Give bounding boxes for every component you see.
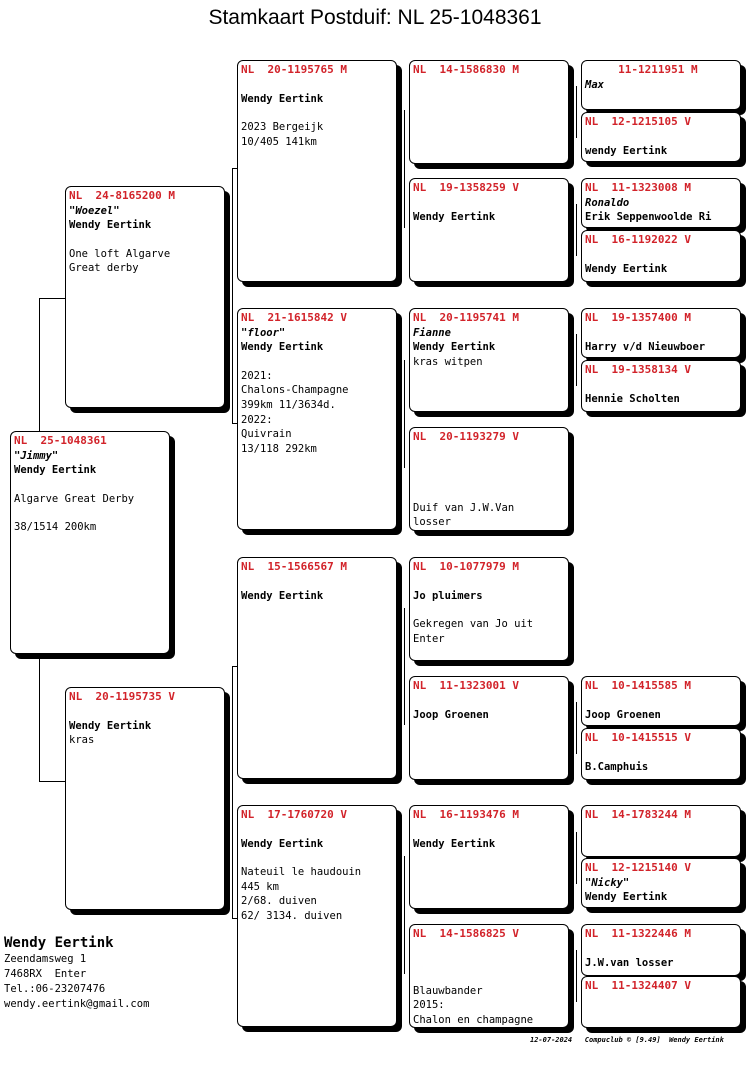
ring-number: NL 20-1193279 V	[413, 430, 519, 443]
pigeon-info-line: 38/1514 200km	[14, 521, 97, 534]
pigeon-info-line: Algarve Great Derby	[14, 492, 135, 505]
owner-name: Wendy Eertink	[241, 92, 324, 105]
owner-name: Wendy Eertink	[14, 464, 97, 477]
pigeon-card[interactable]	[409, 924, 569, 1028]
ring-number: NL 15-1566567 M	[241, 560, 347, 573]
pigeon-info-line: Duif van J.W.Van	[413, 501, 515, 514]
owner-name: Wendy Eertink	[585, 891, 668, 904]
pigeon-card[interactable]	[409, 178, 569, 282]
pigeon-info-line	[14, 506, 166, 520]
owner-name: Erik Seppenwoolde Ri	[585, 211, 712, 224]
owner-name: Wendy Eertink	[69, 719, 152, 732]
ring-number: NL 10-1077979 M	[413, 560, 519, 573]
pigeon-info-line	[413, 459, 565, 473]
ring-number: NL 14-1586825 V	[413, 927, 519, 940]
ring-number: NL 20-1195735 V	[69, 690, 175, 703]
pigeon-info-line: One loft Algarve	[69, 247, 171, 260]
pigeon-card[interactable]	[581, 178, 741, 228]
owner-name: Harry v/d Nieuwboer	[585, 340, 706, 353]
pigeon-card[interactable]	[581, 728, 741, 780]
pigeon-card[interactable]	[237, 308, 397, 530]
breeder-info	[4, 934, 149, 1012]
pigeon-info-line: Chalons-Champagne	[241, 384, 349, 397]
pigeon-name: Fianne	[413, 326, 451, 339]
pigeon-card[interactable]	[65, 687, 225, 910]
ring-number: NL 12-1215105 V	[585, 115, 691, 128]
breeder-phone: Tel.:06-23207476	[4, 983, 106, 995]
pigeon-name: "Jimmy"	[14, 449, 59, 462]
pigeon-info-line	[69, 233, 221, 247]
pigeon-info-line: 399km 11/3634d.	[241, 398, 336, 411]
pigeon-info-line: Great derby	[69, 262, 139, 275]
ring-number: NL 19-1358259 V	[413, 181, 519, 194]
ring-number: NL 11-1323001 V	[413, 679, 519, 692]
owner-name: Hennie Scholten	[585, 392, 680, 405]
pigeon-card[interactable]	[581, 60, 741, 110]
pigeon-card[interactable]	[581, 308, 741, 358]
owner-name: Joop Groenen	[413, 708, 489, 721]
owner-name: Wendy Eertink	[241, 589, 324, 602]
pigeon-name: Ronaldo	[585, 196, 630, 209]
footer-credit: 12-07-2024 Compuclub © [9.49] Wendy Eertink	[530, 1036, 724, 1044]
pigeon-info-line: 2022:	[241, 413, 273, 426]
pigeon-info-line: 2021:	[241, 369, 273, 382]
pigeon-card[interactable]	[409, 805, 569, 909]
page-title: Stamkaart Postduif: NL 25-1048361	[208, 6, 542, 29]
breeder-address: Zeendamsweg 1	[4, 953, 87, 965]
pigeon-info-line: Quivrain	[241, 428, 292, 441]
owner-name: Wendy Eertink	[413, 341, 496, 354]
ring-number: NL 11-1324407 V	[585, 979, 691, 992]
pigeon-info-line	[413, 603, 565, 617]
breeder-name: Wendy Eertink	[4, 935, 114, 951]
pigeon-card[interactable]	[581, 976, 741, 1028]
ring-number: NL 12-1215140 V	[585, 861, 691, 874]
pigeon-card[interactable]	[65, 186, 225, 408]
ring-number: NL 20-1195741 M	[413, 311, 519, 324]
ring-number: NL 24-8165200 M	[69, 189, 175, 202]
pigeon-info-line	[241, 851, 393, 865]
pigeon-info-line: Gekregen van Jo uit	[413, 618, 534, 631]
pigeon-info-line	[413, 970, 565, 984]
pigeon-card[interactable]	[409, 60, 569, 164]
ring-number: NL 16-1192022 V	[585, 233, 691, 246]
pigeon-info-line: kras	[69, 734, 95, 747]
pigeon-name: "floor"	[241, 326, 286, 339]
owner-name: Joop Groenen	[585, 708, 661, 721]
pigeon-card[interactable]	[10, 431, 170, 654]
owner-name: J.W.van losser	[585, 956, 674, 969]
pigeon-card[interactable]	[581, 924, 741, 976]
ring-number: NL 10-1415585 M	[585, 679, 691, 692]
ring-number: NL 25-1048361	[14, 434, 107, 447]
owner-name: Wendy Eertink	[413, 837, 496, 850]
pigeon-info-line: 13/118 292km	[241, 442, 317, 455]
pigeon-info-line: kras witpen	[413, 355, 483, 368]
ring-number: NL 20-1195765 M	[241, 63, 347, 76]
pigeon-name: "Nicky"	[585, 876, 630, 889]
pigeon-name: "Woezel"	[69, 204, 120, 217]
pigeon-card[interactable]	[581, 858, 741, 908]
ring-number: NL 19-1358134 V	[585, 363, 691, 376]
ring-number: NL 21-1615842 V	[241, 311, 347, 324]
pigeon-card[interactable]	[237, 60, 397, 282]
breeder-email: wendy.eertink@gmail.com	[4, 998, 150, 1010]
pigeon-card[interactable]	[237, 805, 397, 1027]
owner-name: Wendy Eertink	[241, 837, 324, 850]
pigeon-info-line	[14, 478, 166, 492]
pigeon-info-line: Enter	[413, 632, 445, 645]
pigeon-info-line: 445 km	[241, 880, 279, 893]
pigeon-info-line: 10/405 141km	[241, 135, 317, 148]
pigeon-info-line: 2015:	[413, 999, 445, 1012]
ring-number: NL 19-1357400 M	[585, 311, 691, 324]
pigeon-card[interactable]	[409, 676, 569, 780]
owner-name: Wendy Eertink	[413, 210, 496, 223]
pigeon-info-line: losser	[413, 516, 451, 529]
pigeon-card[interactable]	[581, 360, 741, 412]
ring-number: NL 11-1322446 M	[585, 927, 691, 940]
owner-name: Wendy Eertink	[69, 219, 152, 232]
pigeon-card[interactable]	[409, 427, 569, 531]
pigeon-name: Max	[585, 78, 604, 91]
pigeon-info-line: Chalon en champagne	[413, 1013, 534, 1026]
pigeon-card[interactable]	[409, 308, 569, 412]
pigeon-info-line	[241, 106, 393, 120]
pigeon-info-line	[413, 487, 565, 501]
owner-name: Wendy Eertink	[241, 341, 324, 354]
ring-number: NL 16-1193476 M	[413, 808, 519, 821]
pigeon-info-line: 2/68. duiven	[241, 895, 317, 908]
pigeon-card[interactable]	[581, 112, 741, 162]
ring-number: NL 14-1586830 M	[413, 63, 519, 76]
breeder-postcode: 7468RX Enter	[4, 968, 87, 980]
pigeon-card[interactable]	[409, 557, 569, 661]
ring-number: NL 14-1783244 M	[585, 808, 691, 821]
pigeon-card[interactable]	[581, 805, 741, 857]
ring-number: NL 17-1760720 V	[241, 808, 347, 821]
pigeon-card[interactable]	[581, 230, 741, 282]
owner-name: wendy Eertink	[585, 144, 668, 157]
ring-number: 11-1211951 M	[585, 63, 698, 76]
pigeon-card[interactable]	[581, 676, 741, 726]
owner-name: Wendy Eertink	[585, 262, 668, 275]
owner-name: B.Camphuis	[585, 760, 649, 773]
pigeon-info-line: 62/ 3134. duiven	[241, 909, 343, 922]
pigeon-info-line: Nateuil le haudouin	[241, 866, 362, 879]
pigeon-info-line	[413, 473, 565, 487]
pigeon-info-line: Blauwbander	[413, 984, 483, 997]
owner-name: Jo pluimers	[413, 589, 483, 602]
pigeon-card[interactable]	[237, 557, 397, 779]
pigeon-info-line: 2023 Bergeijk	[241, 121, 324, 134]
pigeon-info-line	[413, 956, 565, 970]
ring-number: NL 11-1323008 M	[585, 181, 691, 194]
ring-number: NL 10-1415515 V	[585, 731, 691, 744]
pigeon-info-line	[241, 355, 393, 369]
